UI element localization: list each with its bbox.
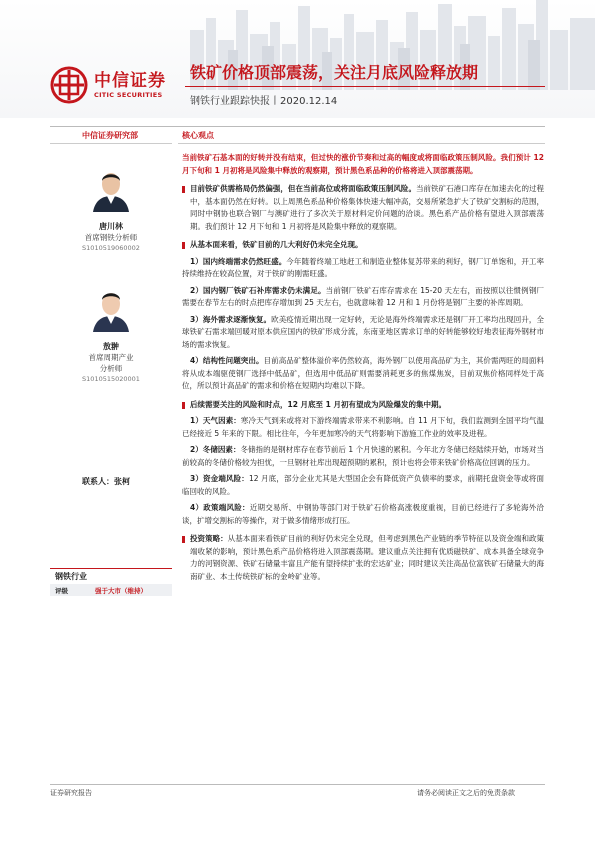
- paragraph-overseas-demand: 3）海外需求逐渐恢复。欧美疫情近期出现一定好转，无论是海外终端需求还是钢厂开工率均出现回升，全球铁矿石需求端回暖对原本供应国内的铁矿形成分流，东南亚地区需求订单的好转能够较好地表征海外钢材市场的需求恢复。: [182, 314, 544, 349]
- brand-name-en: CITIC SECURITIES: [94, 90, 163, 99]
- analyst-license-id: S1010519060002: [82, 244, 140, 252]
- sector-divider: [50, 568, 172, 569]
- paragraph-funding-risk: 3）资金端风险：12 月底，部分企业尤其是大型国企会有降低资产负债率的要求，前期托盘资金等或将面临回收的风险。: [182, 474, 544, 496]
- bullet-heading: 目前铁矿供需格局仍然偏强，但在当前高位或将面临政策压制风险。: [190, 184, 416, 193]
- sector-label: 钢铁行业: [55, 572, 87, 581]
- analyst-role-line2: 分析师: [99, 364, 123, 373]
- rating-value: 强于大市（维持）: [95, 586, 147, 595]
- paragraph-policy-risk: 4）政策端风险：近期交易所、中钢协等部门对于铁矿石价格高涨极度重视，目前已经进行了多轮海外洽谈，扩增交割标的等操作，对于做多情绪形成打压。: [182, 503, 545, 525]
- bullet-risks: [182, 399, 544, 412]
- analyst-license-id: S1010515020001: [82, 375, 140, 383]
- contact-person: 联系人：张柯: [82, 477, 130, 486]
- core-view-heading: 核心观点: [182, 131, 214, 140]
- citic-logo-icon: [50, 66, 88, 104]
- bullet-heading: 投资策略：: [190, 534, 228, 543]
- brand-name-cn: 中信证券: [94, 70, 166, 91]
- footer-disclaimer-note: 请务必阅读正文之后的免责条款: [417, 789, 515, 797]
- header-divider: [50, 126, 545, 127]
- bullet-heading: 从基本面来看，铁矿目前的几大利好仍未完全兑现。: [190, 240, 363, 249]
- bullet-fundamentals: [182, 239, 544, 252]
- paragraph-domestic-demand: 1）国内终端需求仍然旺盛。今年随着终端工地赶工和制造业整体复苏带来的利好，钢厂订单饱和，开工率持续维持在较高位置，对于铁矿的刚需旺盛。: [182, 256, 545, 278]
- footer-divider: [50, 784, 545, 785]
- analyst-photo-avatar: [89, 284, 133, 332]
- bullet-text: 当前铁矿石港口库存在加速去化的过程中，基本面仍然在好转。以上周黑色系品种价格集体快速大幅冲高，交易所紧急扩大了铁矿交割标的范围，同时中钢协也联合钢厂与澳矿进行了多次关于原材料定价问题的洽谈。黑色系产品价格有望进入顶部震荡期。我们预计 12 月下旬和 1 月初将是风险集中释放的观察期。: [190, 184, 545, 231]
- analyst-role: 首席钢铁分析师: [84, 233, 138, 242]
- rating-label: 评级: [55, 586, 68, 595]
- core-divider: [178, 143, 545, 144]
- paragraph-structural: 4）结构性问题突出。目前高品矿整体溢价率仍然较高，海外钢厂以使用高品矿为主，其价需两旺的局面料将从成本端驱使钢厂选择中低品矿，但选用中低品矿则需要消耗更多的焦煤焦炭，目前双焦价格同样处于高位，所以预计高品矿的需求和价格在短期内均难以下降。: [182, 356, 545, 390]
- brand-logo: [50, 66, 166, 104]
- bullet-text: 从基本面来看铁矿目前的利好仍未完全兑现，但考虑到黑色产业链的季节特征以及资金端和政策端收紧的影响，预计黑色系产品价格将进入顶部震荡期。建议重点关注拥有优质磁铁矿、成本具备全球竞争力的河钢资源、铁矿石储量丰富且产能有望持续扩张的宏达矿业；同时建议关注高品位富铁矿石储量大的海南矿业、本土传统铁矿标的金岭矿业等。: [190, 534, 545, 581]
- bullet-investment-strategy: [182, 533, 544, 583]
- sidebar-divider: [50, 143, 172, 144]
- analyst-card-2: [55, 284, 167, 384]
- analyst-photo-avatar: [89, 164, 133, 212]
- paragraph-restocking: 2）国内钢厂铁矿石补库需求仍未满足。当前钢厂铁矿石库存需求在 15-20 天左右，而按照以往惯例钢厂需要在春节左右的时点把库存增加到 25 天左右，也就意味着 12 月和 1 月份将是钢厂主要的补库周期。: [182, 285, 544, 307]
- bullet-heading: 后续需要关注的风险和时点，12 月底至 1 月初有望成为风险爆发的集中期。: [190, 399, 446, 409]
- analyst-role-line1: 首席周期产业: [88, 353, 134, 362]
- report-title: 铁矿价格顶部震荡，关注月底风险释放期: [190, 63, 479, 82]
- paragraph-weather-risk: 1）天气因素：寒冷天气到来或将对下游终端需求带来不利影响。自 11 月下旬，我们监测到全国平均气温已经接近 5 年来的下限。相比往年，今年更加寒冷的天气将影响下游施工作业的效率及进程。: [182, 416, 545, 438]
- rating-row: [50, 584, 172, 596]
- analyst-name: 唐川林: [99, 222, 123, 231]
- paragraph-winter-storage-risk: 2）冬储因素：冬储指的是钢材库存在春节前后 1 个月快速的累积。今年北方冬储已经陆续开始，市场对当前较高的冬储价格较为担忧，一旦钢材社库出现超预期的累积，预计也将会带来铁矿价格高位回调的压力。: [182, 445, 544, 467]
- footer-report-type: 证券研究报告: [50, 789, 92, 797]
- core-summary: 当前铁矿石基本面的好转并没有结束，但过快的涨价节奏和过高的幅度或将面临政策压制风险。我们预计 12 月下旬和 1 月初将是风险集中释放的观察期，预计黑色系品种的价格将进入顶部震荡期。: [182, 153, 544, 175]
- core-content: [182, 152, 544, 583]
- analyst-name: 敖翀: [103, 342, 119, 351]
- report-subtitle: 钢铁行业跟踪快报丨2020.12.14: [190, 96, 338, 107]
- analyst-card-1: [55, 164, 167, 253]
- title-divider: [185, 86, 545, 87]
- research-dept-heading: 中信证券研究部: [82, 131, 138, 140]
- bullet-supply-demand: [182, 183, 544, 233]
